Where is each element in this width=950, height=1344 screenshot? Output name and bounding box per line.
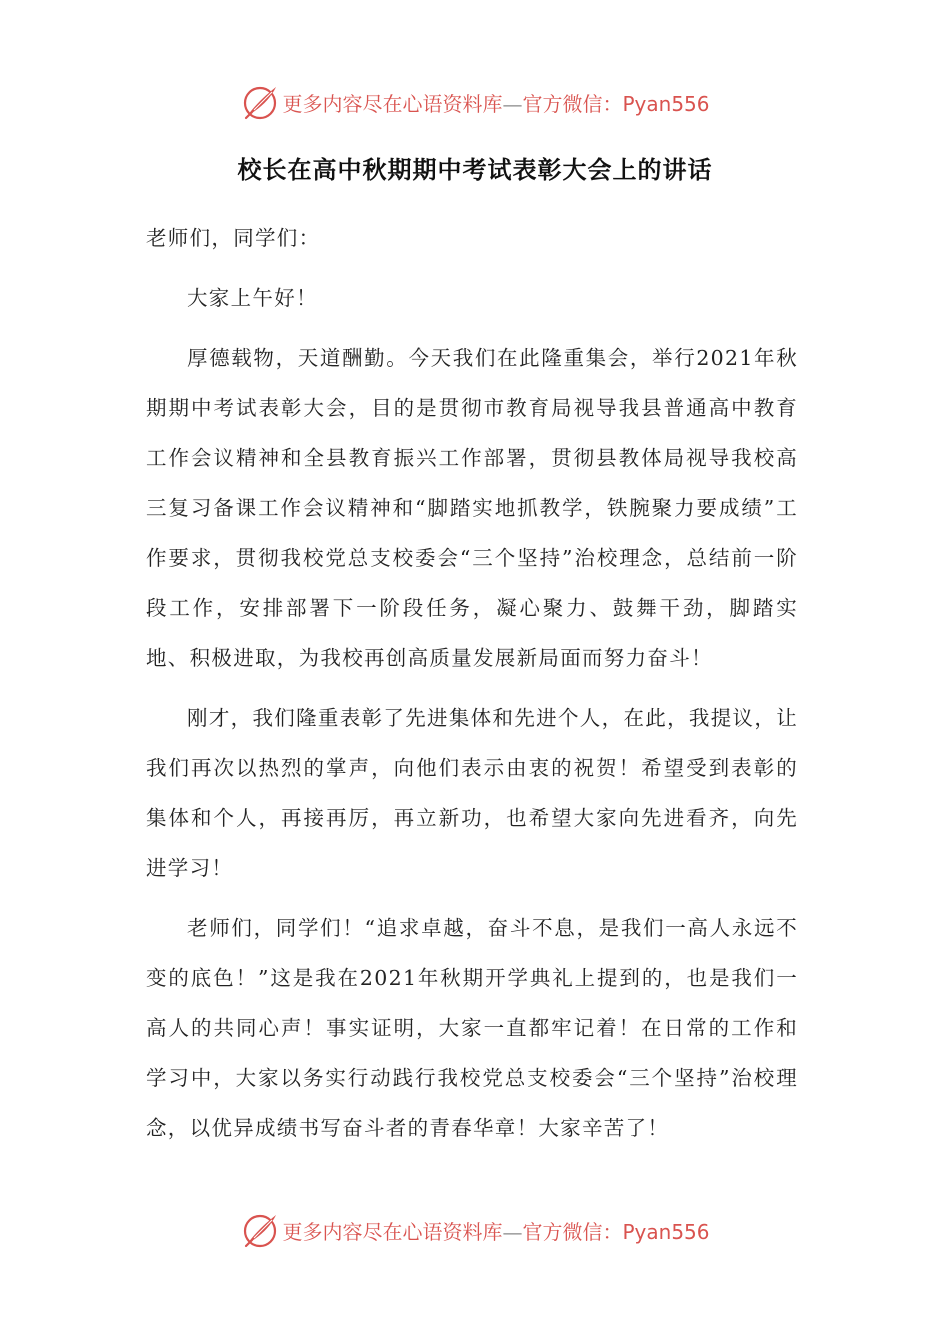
watermark-banner-top [0,80,950,124]
quill-pen-circle-icon [240,82,280,122]
watermark-official-label: 官方微信： [522,91,623,116]
document-title: 校长在高中秋期期中考试表彰大会上的讲话 [237,156,713,184]
salutation: 老师们，同学们： [146,226,321,250]
watermark-site-text: 更多内容尽在心语资料库 [282,91,503,116]
watermark-separator: — [502,91,523,116]
watermark-wechat-id: Pyan556 [622,1219,710,1244]
paragraph-1: 大家上午好！ [187,286,318,310]
watermark-separator: — [502,1219,523,1244]
watermark-text [282,1216,709,1245]
paragraph-4: 老师们，同学们！“追求卓越，奋斗不息，是我们一高人永远不变的底色！”这是我在2021年秋期开学典礼上提到的，也是我们一高人的共同心声！事实证明，大家一直都牢记着！在日常的工作和学习中，大家以务实行动践行我校党总支校委会“三个坚持”治校理念，以优异成绩书写奋斗者的青春华章！大家辛苦了！ [146,916,798,1140]
watermark-site-text: 更多内容尽在心语资料库 [282,1219,503,1244]
watermark-official-label: 官方微信： [522,1219,623,1244]
document-body [146,213,798,1163]
watermark-banner-bottom [0,1208,950,1252]
watermark-wechat-id: Pyan556 [622,91,710,116]
paragraph-3: 刚才，我们隆重表彰了先进集体和先进个人，在此，我提议，让我们再次以热烈的掌声，向他们表示由衷的祝贺！希望受到表彰的集体和个人，再接再厉，再立新功，也希望大家向先进看齐，向先进学习！ [146,706,798,880]
quill-pen-circle-icon [240,1210,280,1250]
watermark-text [282,88,709,117]
paragraph-2: 厚德载物，天道酬勤。今天我们在此隆重集会，举行2021年秋期期中考试表彰大会，目的是贯彻市教育局视导我县普通高中教育工作会议精神和全县教育振兴工作部署，贯彻县教体局视导我校高三复习备课工作会议精神和“脚踏实地抓教学，铁腕聚力要成绩”工作要求，贯彻我校党总支校委会“三个坚持”治校理念，总结前一阶段工作，安排部署下一阶段任务，凝心聚力、鼓舞干劲，脚踏实地、积极进取，为我校再创高质量发展新局面而努力奋斗！ [146,346,798,670]
